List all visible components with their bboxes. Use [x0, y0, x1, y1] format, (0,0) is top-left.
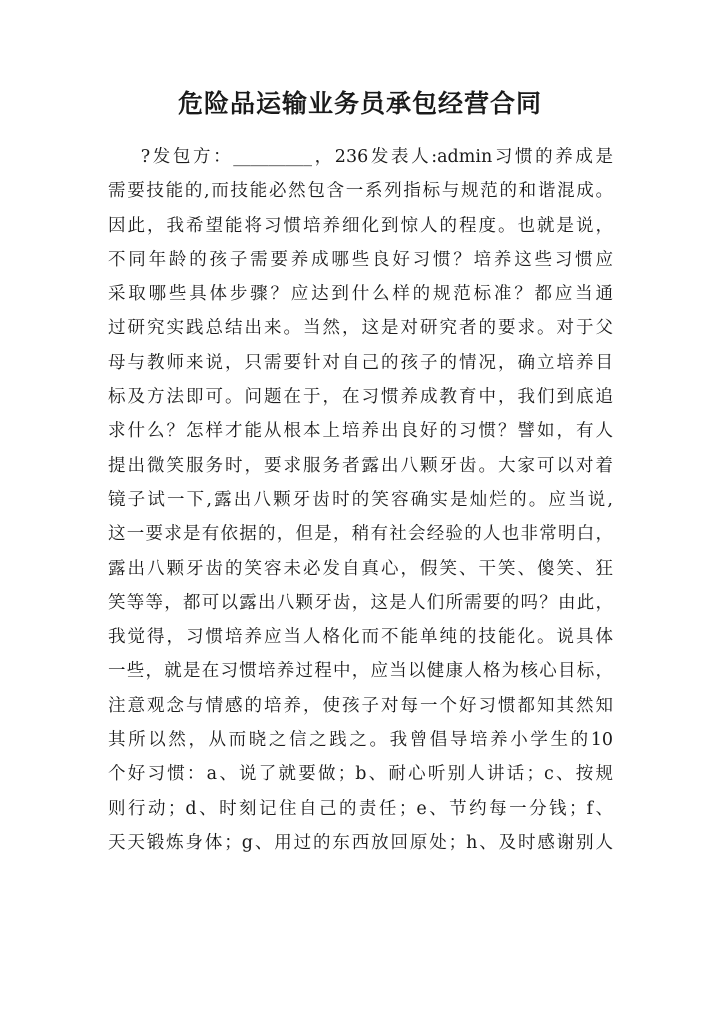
body-line: 其所以然，从而晓之信之践之。我曾倡导培养小学生的10	[108, 730, 613, 751]
body-line: 注意观念与情感的培养，使孩子对每一个好习惯都知其然知	[108, 695, 613, 716]
body-line: ?发包方：_________，236发表人:admin习惯的养成是	[108, 147, 613, 167]
body-line: 露出八颗牙齿的笑容未必发自真心，假笑、干笑、傻笑、狂	[108, 558, 613, 579]
body-line: 天天锻炼身体；g、用过的东西放回原处；h、及时感谢别人	[108, 832, 613, 853]
body-line: 母与教师来说，只需要针对自己的孩子的情况，确立培养目	[108, 352, 613, 373]
body-line: 提出微笑服务时，要求服务者露出八颗牙齿。大家可以对着	[108, 455, 613, 476]
body-line: 采取哪些具体步骤？应达到什么样的规范标准？都应当通	[108, 284, 613, 305]
body-line: 则行动；d、时刻记住自己的责任；e、节约每一分钱；f、	[108, 798, 613, 819]
document-title: 危险品运输业务员承包经营合同	[177, 89, 542, 118]
body-line: 不同年龄的孩子需要养成哪些良好习惯？培养这些习惯应	[108, 249, 613, 270]
body-line: 一些，就是在习惯培养过程中，应当以健康人格为核心目标，	[108, 661, 613, 682]
body-line: 个好习惯：a、说了就要做；b、耐心听别人讲话；c、按规	[108, 764, 613, 785]
body-line: 标及方法即可。问题在于，在习惯养成教育中，我们到底追	[108, 387, 613, 408]
document-body	[108, 140, 613, 860]
body-line: 镜子试一下,露出八颗牙齿时的笑容确实是灿烂的。应当说,	[108, 489, 613, 510]
body-line: 过研究实践总结出来。当然，这是对研究者的要求。对于父	[108, 318, 613, 339]
body-line: 这一要求是有依据的，但是，稍有社会经验的人也非常明白，	[108, 524, 613, 545]
body-line: 求什么？怎样才能从根本上培养出良好的习惯？譬如，有人	[108, 421, 613, 442]
body-line: 我觉得，习惯培养应当人格化而不能单纯的技能化。说具体	[108, 627, 613, 648]
body-line: 需要技能的,而技能必然包含一系列指标与规范的和谐混成。	[108, 181, 613, 202]
body-line: 因此，我希望能将习惯培养细化到惊人的程度。也就是说，	[108, 215, 613, 236]
body-line: 笑等等，都可以露出八颗牙齿，这是人们所需要的吗？由此，	[108, 592, 613, 613]
